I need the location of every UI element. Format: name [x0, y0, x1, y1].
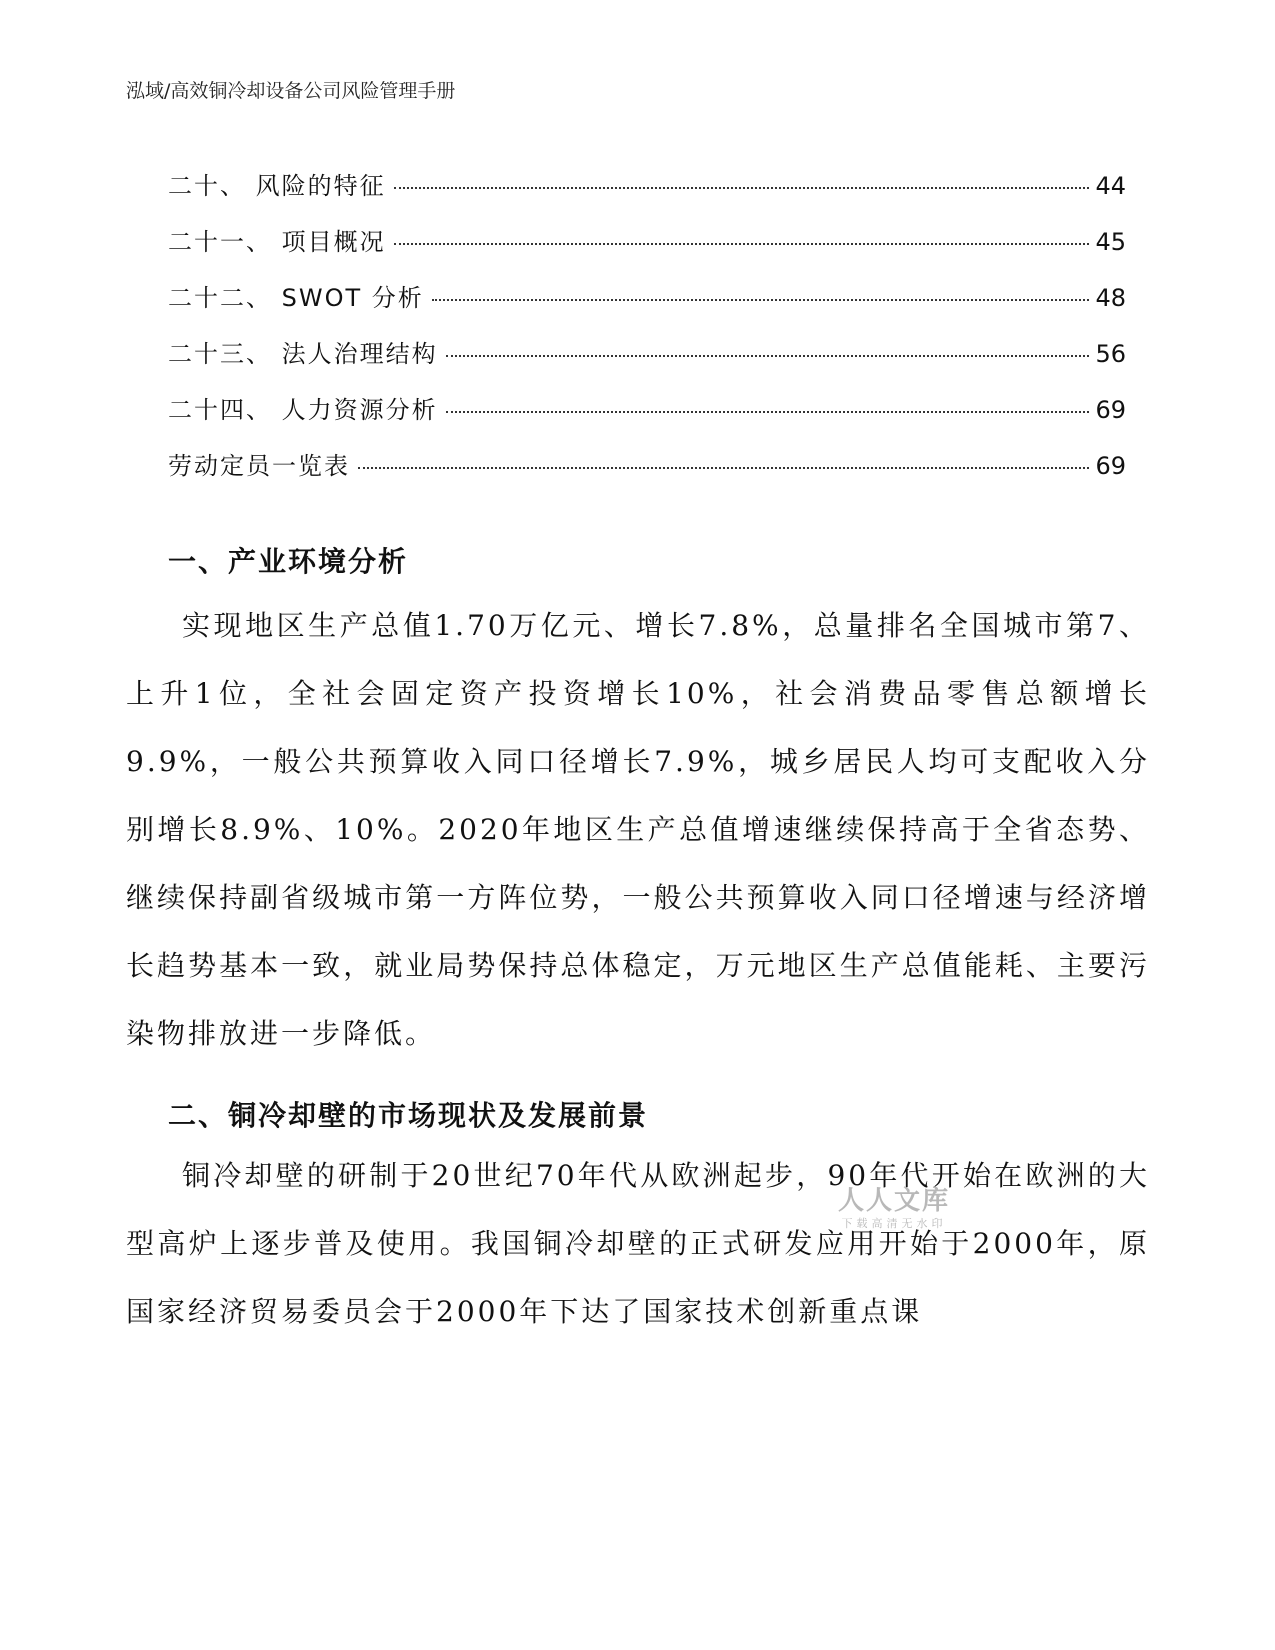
toc-entry[interactable] — [168, 222, 1126, 278]
section-paragraph-industry-environment: 实现地区生产总值1.70万亿元、增长7.8%，总量排名全国城市第7、上升1位，全社会固定资产投资增长10%，社会消费品零售总额增长9.9%，一般公共预算收入同口径增长7.9%，城乡居民人均可支配收入分别增长8.9%、10%。2020年地区生产总值增速继续保持高于全省态势、继续保持副省级城市第一方阵位势，一般公共预算收入同口径增速与经济增长趋势基本一致，就业局势保持总体稳定，万元地区生产总值能耗、主要污染物排放进一步降低。 — [126, 609, 1150, 1050]
toc-entry-page: 45 — [1095, 228, 1126, 256]
watermark-logo — [824, 1180, 964, 1231]
toc-entry[interactable] — [168, 446, 1126, 502]
section-paragraph-market-outlook: 铜冷却壁的研制于20世纪70年代从欧洲起步，90年代开始在欧洲的大型高炉上逐步普及使用。我国铜冷却壁的正式研发应用开始于2000年，原国家经济贸易委员会于2000年下达了国家技术创新重点课 — [126, 1159, 1150, 1328]
toc-leader-dots — [358, 467, 1089, 469]
toc-entry[interactable] — [168, 390, 1126, 446]
watermark-subtitle: 下载高清无水印 — [841, 1217, 947, 1230]
toc-entry-page: 56 — [1095, 340, 1126, 368]
toc-entry-page: 48 — [1095, 284, 1126, 312]
toc-entry-label: 劳动定员一览表 — [168, 452, 350, 480]
toc-entry[interactable] — [168, 166, 1126, 222]
section-heading-industry-environment: 一、产业环境分析 — [168, 545, 409, 578]
toc-leader-dots — [394, 187, 1090, 189]
toc-entry-label: 二十一、 项目概况 — [168, 228, 386, 256]
toc-entry-page: 44 — [1095, 172, 1126, 200]
toc-entry[interactable] — [168, 334, 1126, 390]
toc-entry-label: 二十四、 人力资源分析 — [168, 396, 438, 424]
toc-leader-dots — [446, 411, 1090, 413]
watermark-title: 人人文库 — [837, 1186, 950, 1216]
toc-entry-page: 69 — [1095, 452, 1126, 480]
toc-leader-dots — [432, 299, 1090, 301]
toc-entry-label: 二十、 风险的特征 — [168, 172, 386, 200]
table-of-contents — [168, 166, 1126, 502]
toc-leader-dots — [394, 243, 1090, 245]
toc-leader-dots — [446, 355, 1090, 357]
toc-entry-label: 二十三、 法人治理结构 — [168, 340, 438, 368]
running-header: 泓域/高效铜冷却设备公司风险管理手册 — [126, 80, 456, 102]
toc-entry[interactable] — [168, 278, 1126, 334]
toc-entry-page: 69 — [1095, 396, 1126, 424]
section-heading-market-outlook: 二、铜冷却壁的市场现状及发展前景 — [168, 1099, 649, 1132]
toc-entry-label: 二十二、 SWOT 分析 — [168, 284, 424, 312]
